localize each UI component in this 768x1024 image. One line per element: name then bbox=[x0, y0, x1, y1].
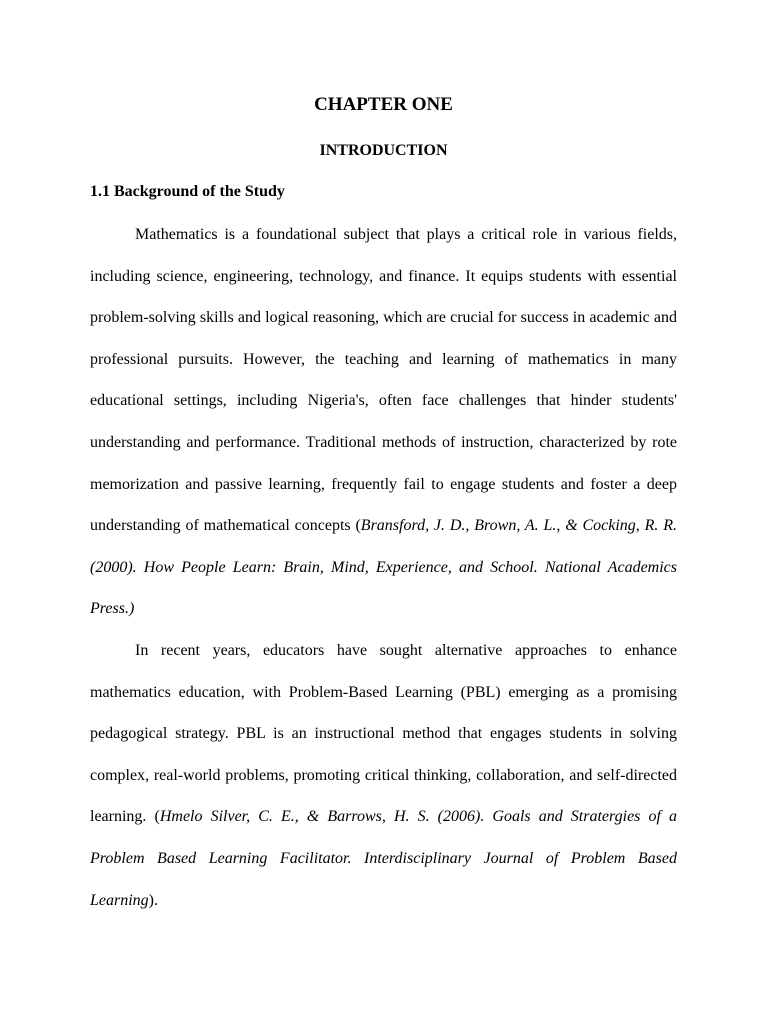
introduction-title: INTRODUCTION bbox=[319, 142, 448, 159]
document-page bbox=[90, 0, 677, 1024]
citation-bransford: Bransford, J. D., Brown, A. L., & Cocking, R. R. (2000). How People Learn: Brain, Mind, Experience, and School. National Academics Press.) bbox=[90, 517, 678, 618]
citation-closing: ). bbox=[148, 891, 158, 909]
paragraph-2-text: In recent years, educators have sought alternative approaches to enhance mathematics education, with Problem-Based Learning (PBL) emerging as a promising pedagogical strategy. PBL is an instructional method that engages students in solving complex, real-world problems, promoting critical thinking, collaboration, and self-directed learning. ( bbox=[90, 642, 677, 826]
section-heading: 1.1 Background of the Study bbox=[90, 183, 285, 200]
chapter-title: CHAPTER ONE bbox=[314, 94, 453, 115]
paragraph-1-text: Mathematics is a foundational subject that plays a critical role in various fields, including science, engineering, technology, and finance. It equips students with essential problem-solving skills and logical reasoning, which are crucial for success in academic and professional pursuits. However, the teaching and learning of mathematics in many educational settings, including Nigeria's, often face challenges that hinder students' understanding and performance. Traditional methods of instruction, characterized by rote memorization and passive learning, frequently fail to engage students and foster a deep understanding of mathematical concepts ( bbox=[90, 226, 677, 535]
background-paragraph-1 bbox=[90, 214, 677, 630]
citation-hmelo-silver: Hmelo Silver, C. E., & Barrows, H. S. (2006). Goals and Stratergies of a Problem Based Learning Facilitator. Interdisciplinary Journal of Problem Based Learning bbox=[90, 808, 678, 909]
background-paragraph-2 bbox=[90, 630, 677, 921]
